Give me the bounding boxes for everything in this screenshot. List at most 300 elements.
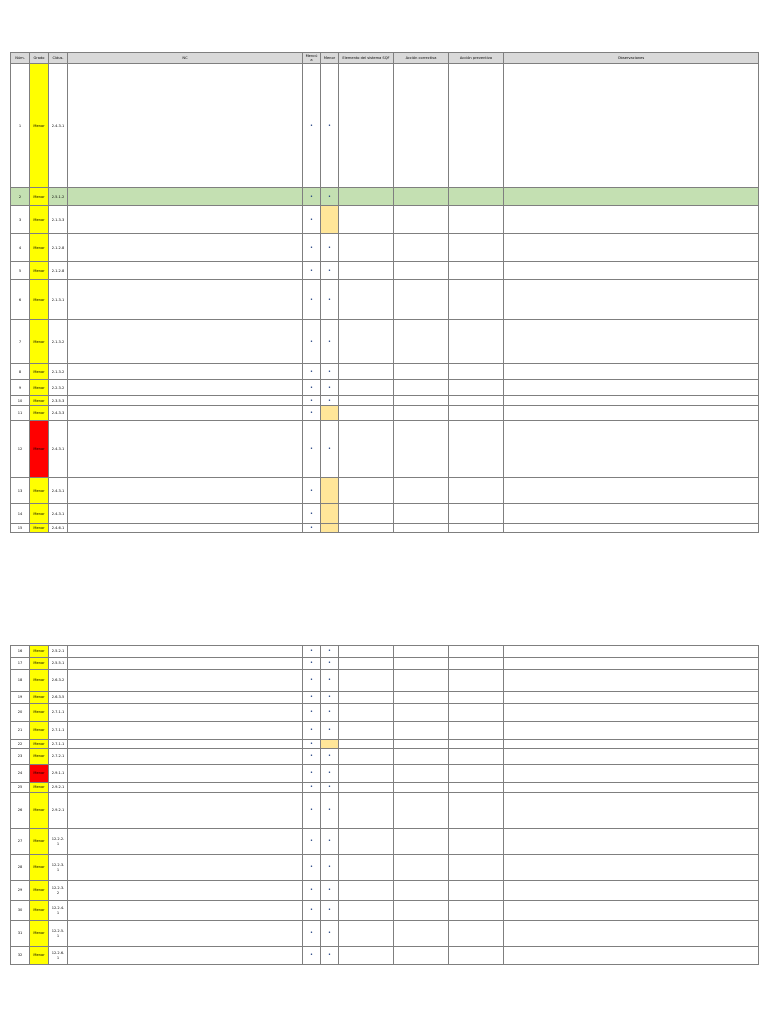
mentioned-mark: •: [303, 206, 321, 234]
preventive-cell: [449, 280, 504, 320]
finding-text: [68, 262, 303, 280]
preventive-cell: [449, 881, 504, 901]
correction-cell: [394, 783, 449, 793]
finding-text: [68, 722, 303, 740]
preventive-cell: [449, 421, 504, 478]
observations-cell: [504, 749, 759, 765]
mentioned-mark: •: [303, 740, 321, 749]
observations-cell: [504, 188, 759, 206]
correction-cell: [394, 380, 449, 396]
table-row: [11, 921, 759, 947]
clause-cell: 2.7.1.1: [49, 722, 68, 740]
clause-cell: 12.2.5.1: [49, 921, 68, 947]
minor-mark: •: [321, 749, 339, 765]
row-number: 30: [11, 901, 30, 921]
table-row: [11, 396, 759, 406]
table-row: [11, 364, 759, 380]
audit-table-page-2: [10, 645, 758, 965]
clause-cell: 2.5.1.2: [49, 188, 68, 206]
sqf-element-cell: [339, 396, 394, 406]
minor-mark: [321, 478, 339, 504]
correction-cell: [394, 262, 449, 280]
observations-cell: [504, 262, 759, 280]
row-number: 32: [11, 947, 30, 965]
sqf-element-cell: [339, 765, 394, 783]
grade-cell: Menor: [30, 504, 49, 524]
preventive-cell: [449, 793, 504, 829]
correction-cell: [394, 704, 449, 722]
table-row: [11, 524, 759, 533]
observations-cell: [504, 740, 759, 749]
mentioned-mark: •: [303, 722, 321, 740]
grade-cell: Menor: [30, 722, 49, 740]
grade-cell: Menor: [30, 740, 49, 749]
observations-cell: [504, 206, 759, 234]
sqf-element-cell: [339, 646, 394, 658]
grade-cell: Menor: [30, 646, 49, 658]
finding-text: [68, 765, 303, 783]
grade-cell: Menor: [30, 478, 49, 504]
row-number: 6: [11, 280, 30, 320]
clause-cell: 2.9.1.1: [49, 765, 68, 783]
table-row: [11, 188, 759, 206]
correction-cell: [394, 947, 449, 965]
preventive-cell: [449, 947, 504, 965]
row-number: 29: [11, 881, 30, 901]
table-row: [11, 64, 759, 188]
clause-cell: 12.2.3.1: [49, 855, 68, 881]
row-number: 28: [11, 855, 30, 881]
observations-cell: [504, 478, 759, 504]
row-number: 1: [11, 64, 30, 188]
row-number: 27: [11, 829, 30, 855]
header-grade: Grado: [30, 53, 49, 64]
grade-cell: Menor: [30, 280, 49, 320]
sqf-element-cell: [339, 64, 394, 188]
table-row: [11, 478, 759, 504]
header-clause: Cláus.: [49, 53, 68, 64]
sqf-element-cell: [339, 658, 394, 670]
minor-mark: [321, 406, 339, 421]
minor-mark: •: [321, 421, 339, 478]
mentioned-mark: •: [303, 658, 321, 670]
sqf-element-cell: [339, 740, 394, 749]
grade-cell: Menor: [30, 765, 49, 783]
sqf-element-cell: [339, 364, 394, 380]
minor-mark: •: [321, 658, 339, 670]
sqf-element-cell: [339, 380, 394, 396]
row-number: 17: [11, 658, 30, 670]
row-number: 31: [11, 921, 30, 947]
row-number: 8: [11, 364, 30, 380]
minor-mark: •: [321, 901, 339, 921]
row-number: 19: [11, 692, 30, 704]
mentioned-mark: •: [303, 646, 321, 658]
row-number: 26: [11, 793, 30, 829]
observations-cell: [504, 692, 759, 704]
minor-mark: •: [321, 64, 339, 188]
table-row: [11, 320, 759, 364]
mentioned-mark: •: [303, 692, 321, 704]
row-number: 10: [11, 396, 30, 406]
minor-mark: •: [321, 722, 339, 740]
correction-cell: [394, 188, 449, 206]
grade-cell: Menor: [30, 829, 49, 855]
correction-cell: [394, 504, 449, 524]
preventive-cell: [449, 524, 504, 533]
minor-mark: •: [321, 692, 339, 704]
minor-mark: •: [321, 793, 339, 829]
preventive-cell: [449, 670, 504, 692]
grade-cell: Menor: [30, 206, 49, 234]
correction-cell: [394, 881, 449, 901]
finding-text: [68, 280, 303, 320]
observations-cell: [504, 704, 759, 722]
correction-cell: [394, 364, 449, 380]
clause-cell: 2.4.3.3: [49, 406, 68, 421]
clause-cell: 2.7.2.1: [49, 749, 68, 765]
sqf-element-cell: [339, 421, 394, 478]
minor-mark: •: [321, 783, 339, 793]
grade-cell: Menor: [30, 421, 49, 478]
sqf-element-cell: [339, 234, 394, 262]
clause-cell: 2.6.3.5: [49, 692, 68, 704]
correction-cell: [394, 320, 449, 364]
minor-mark: •: [321, 921, 339, 947]
correction-cell: [394, 206, 449, 234]
clause-cell: 2.1.3.2: [49, 320, 68, 364]
table-row: [11, 692, 759, 704]
minor-mark: •: [321, 234, 339, 262]
mentioned-mark: •: [303, 320, 321, 364]
row-number: 18: [11, 670, 30, 692]
table-row: [11, 280, 759, 320]
preventive-cell: [449, 364, 504, 380]
header-sqf-element: Elemento del sistema SQF: [339, 53, 394, 64]
grade-cell: Menor: [30, 524, 49, 533]
observations-cell: [504, 280, 759, 320]
header-finding: NC: [68, 53, 303, 64]
minor-mark: •: [321, 396, 339, 406]
table-row: [11, 206, 759, 234]
table-body-bottom: [11, 646, 759, 965]
observations-cell: [504, 396, 759, 406]
grade-cell: Menor: [30, 901, 49, 921]
minor-mark: •: [321, 829, 339, 855]
observations-cell: [504, 765, 759, 783]
observations-cell: [504, 783, 759, 793]
correction-cell: [394, 765, 449, 783]
observations-cell: [504, 646, 759, 658]
finding-text: [68, 206, 303, 234]
table-row: [11, 829, 759, 855]
row-number: 14: [11, 504, 30, 524]
sqf-element-cell: [339, 921, 394, 947]
table-row: [11, 646, 759, 658]
correction-cell: [394, 421, 449, 478]
clause-cell: 2.7.1.1: [49, 740, 68, 749]
sqf-element-cell: [339, 722, 394, 740]
finding-text: [68, 783, 303, 793]
minor-mark: •: [321, 704, 339, 722]
table-row: [11, 901, 759, 921]
clause-cell: 2.1.3.3: [49, 206, 68, 234]
sqf-element-cell: [339, 188, 394, 206]
sqf-element-cell: [339, 901, 394, 921]
observations-cell: [504, 380, 759, 396]
finding-text: [68, 947, 303, 965]
finding-text: [68, 406, 303, 421]
finding-text: [68, 478, 303, 504]
mentioned-mark: •: [303, 901, 321, 921]
preventive-cell: [449, 658, 504, 670]
preventive-cell: [449, 704, 504, 722]
preventive-cell: [449, 829, 504, 855]
grade-cell: Menor: [30, 364, 49, 380]
sqf-element-cell: [339, 947, 394, 965]
grade-cell: Menor: [30, 783, 49, 793]
correction-cell: [394, 406, 449, 421]
preventive-cell: [449, 901, 504, 921]
sqf-element-cell: [339, 524, 394, 533]
row-number: 12: [11, 421, 30, 478]
row-number: 16: [11, 646, 30, 658]
row-number: 25: [11, 783, 30, 793]
correction-cell: [394, 793, 449, 829]
observations-cell: [504, 921, 759, 947]
table-row: [11, 421, 759, 478]
clause-cell: 2.1.2.8: [49, 234, 68, 262]
row-number: 7: [11, 320, 30, 364]
row-number: 20: [11, 704, 30, 722]
grade-cell: Menor: [30, 396, 49, 406]
correction-cell: [394, 478, 449, 504]
mentioned-mark: •: [303, 524, 321, 533]
finding-text: [68, 793, 303, 829]
correction-cell: [394, 901, 449, 921]
minor-mark: •: [321, 947, 339, 965]
mentioned-mark: •: [303, 793, 321, 829]
mentioned-mark: •: [303, 921, 321, 947]
mentioned-mark: •: [303, 670, 321, 692]
correction-cell: [394, 921, 449, 947]
mentioned-mark: •: [303, 64, 321, 188]
clause-cell: 2.5.2.1: [49, 646, 68, 658]
preventive-cell: [449, 783, 504, 793]
mentioned-mark: •: [303, 396, 321, 406]
observations-cell: [504, 722, 759, 740]
preventive-cell: [449, 188, 504, 206]
correction-cell: [394, 234, 449, 262]
preventive-cell: [449, 234, 504, 262]
minor-mark: •: [321, 765, 339, 783]
correction-cell: [394, 722, 449, 740]
minor-mark: •: [321, 188, 339, 206]
mentioned-mark: •: [303, 280, 321, 320]
finding-text: [68, 670, 303, 692]
preventive-cell: [449, 320, 504, 364]
preventive-cell: [449, 921, 504, 947]
minor-mark: •: [321, 262, 339, 280]
grade-cell: Menor: [30, 670, 49, 692]
finding-text: [68, 380, 303, 396]
table-row: [11, 262, 759, 280]
sqf-element-cell: [339, 881, 394, 901]
mentioned-mark: •: [303, 478, 321, 504]
grade-cell: Menor: [30, 658, 49, 670]
mentioned-mark: •: [303, 188, 321, 206]
row-number: 5: [11, 262, 30, 280]
table-row: [11, 855, 759, 881]
observations-cell: [504, 881, 759, 901]
observations-cell: [504, 947, 759, 965]
clause-cell: 2.9.2.1: [49, 783, 68, 793]
table-row: [11, 722, 759, 740]
mentioned-mark: •: [303, 364, 321, 380]
clause-cell: 2.3.5.3: [49, 396, 68, 406]
header-correction: Acción correctiva: [394, 53, 449, 64]
correction-cell: [394, 280, 449, 320]
clause-cell: 2.9.2.1: [49, 793, 68, 829]
minor-mark: [321, 524, 339, 533]
correction-cell: [394, 658, 449, 670]
table-row: [11, 947, 759, 965]
mentioned-mark: •: [303, 234, 321, 262]
clause-cell: 2.1.3.1: [49, 280, 68, 320]
mentioned-mark: •: [303, 765, 321, 783]
clause-cell: 12.2.3.2: [49, 881, 68, 901]
row-number: 2: [11, 188, 30, 206]
minor-mark: •: [321, 646, 339, 658]
nonconformity-table-top: [10, 52, 759, 533]
minor-mark: •: [321, 380, 339, 396]
row-number: 22: [11, 740, 30, 749]
finding-text: [68, 658, 303, 670]
finding-text: [68, 524, 303, 533]
header-observations: Observaciones: [504, 53, 759, 64]
row-number: 15: [11, 524, 30, 533]
mentioned-mark: •: [303, 783, 321, 793]
mentioned-mark: •: [303, 406, 321, 421]
mentioned-mark: •: [303, 881, 321, 901]
row-number: 4: [11, 234, 30, 262]
mentioned-mark: •: [303, 704, 321, 722]
correction-cell: [394, 524, 449, 533]
sqf-element-cell: [339, 320, 394, 364]
sqf-element-cell: [339, 783, 394, 793]
preventive-cell: [449, 478, 504, 504]
preventive-cell: [449, 64, 504, 188]
grade-cell: Menor: [30, 64, 49, 188]
clause-cell: 2.2.3.2: [49, 380, 68, 396]
table-row: [11, 740, 759, 749]
table-row: [11, 504, 759, 524]
finding-text: [68, 320, 303, 364]
sqf-element-cell: [339, 692, 394, 704]
sqf-element-cell: [339, 478, 394, 504]
clause-cell: 2.5.5.1: [49, 658, 68, 670]
clause-cell: 2.4.3.1: [49, 478, 68, 504]
finding-text: [68, 188, 303, 206]
preventive-cell: [449, 722, 504, 740]
mentioned-mark: •: [303, 855, 321, 881]
sqf-element-cell: [339, 670, 394, 692]
finding-text: [68, 692, 303, 704]
correction-cell: [394, 64, 449, 188]
clause-cell: 12.2.6.1: [49, 947, 68, 965]
preventive-cell: [449, 206, 504, 234]
header-minor: Menor: [321, 53, 339, 64]
finding-text: [68, 646, 303, 658]
preventive-cell: [449, 646, 504, 658]
grade-cell: Menor: [30, 793, 49, 829]
header-num: Núm.: [11, 53, 30, 64]
row-number: 21: [11, 722, 30, 740]
sqf-element-cell: [339, 280, 394, 320]
minor-mark: •: [321, 855, 339, 881]
clause-cell: 12.2.4.1: [49, 901, 68, 921]
observations-cell: [504, 364, 759, 380]
clause-cell: 2.7.1.1: [49, 704, 68, 722]
clause-cell: 2.4.3.1: [49, 64, 68, 188]
mentioned-mark: •: [303, 380, 321, 396]
grade-cell: Menor: [30, 262, 49, 280]
grade-cell: Menor: [30, 749, 49, 765]
grade-cell: Menor: [30, 234, 49, 262]
observations-cell: [504, 406, 759, 421]
sqf-element-cell: [339, 262, 394, 280]
sqf-element-cell: [339, 793, 394, 829]
observations-cell: [504, 901, 759, 921]
preventive-cell: [449, 396, 504, 406]
preventive-cell: [449, 749, 504, 765]
correction-cell: [394, 855, 449, 881]
mentioned-mark: •: [303, 749, 321, 765]
audit-table-page-1: [10, 52, 758, 533]
row-number: 11: [11, 406, 30, 421]
clause-cell: 12.2.2.1: [49, 829, 68, 855]
preventive-cell: [449, 765, 504, 783]
table-row: [11, 793, 759, 829]
table-row: [11, 765, 759, 783]
minor-mark: •: [321, 320, 339, 364]
header-mentioned: Mencúa: [303, 53, 321, 64]
minor-mark: [321, 504, 339, 524]
preventive-cell: [449, 740, 504, 749]
finding-text: [68, 64, 303, 188]
row-number: 9: [11, 380, 30, 396]
clause-cell: 2.6.3.2: [49, 670, 68, 692]
finding-text: [68, 740, 303, 749]
row-number: 3: [11, 206, 30, 234]
mentioned-mark: •: [303, 504, 321, 524]
preventive-cell: [449, 406, 504, 421]
mentioned-mark: •: [303, 421, 321, 478]
grade-cell: Menor: [30, 406, 49, 421]
nonconformity-table-bottom: [10, 645, 759, 965]
sqf-element-cell: [339, 504, 394, 524]
header-preventive: Acción preventiva: [449, 53, 504, 64]
grade-cell: Menor: [30, 320, 49, 364]
mentioned-mark: •: [303, 262, 321, 280]
preventive-cell: [449, 692, 504, 704]
clause-cell: 2.4.3.1: [49, 421, 68, 478]
sqf-element-cell: [339, 406, 394, 421]
sqf-element-cell: [339, 829, 394, 855]
finding-text: [68, 234, 303, 262]
correction-cell: [394, 829, 449, 855]
sqf-element-cell: [339, 749, 394, 765]
